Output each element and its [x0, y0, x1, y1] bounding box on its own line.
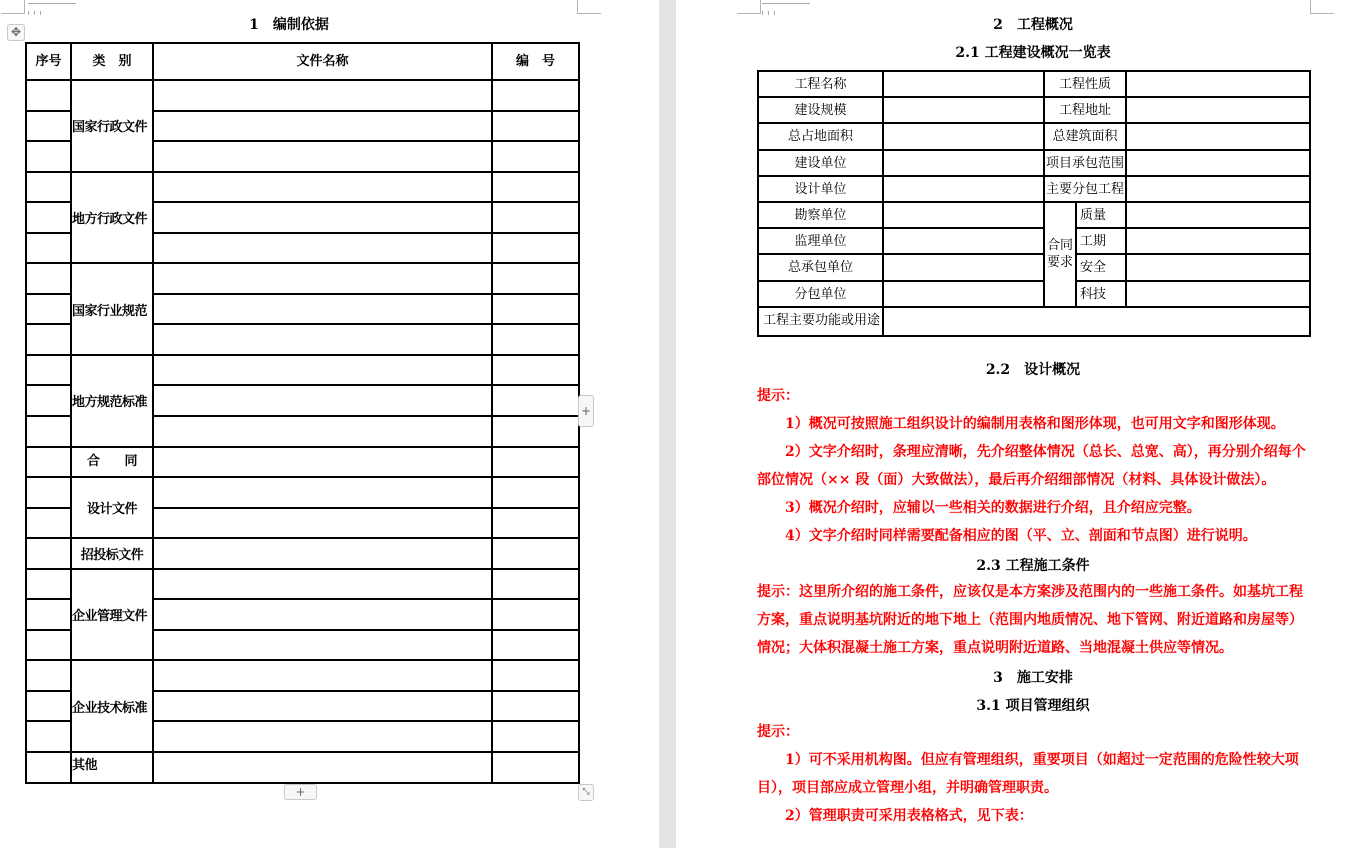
hint-label: 提示： — [757, 388, 799, 404]
file-number-cell[interactable] — [492, 538, 579, 569]
table-row — [26, 660, 579, 691]
value-cell[interactable] — [1126, 254, 1310, 280]
label-cell: 工期 — [1076, 228, 1126, 254]
serial-cell[interactable] — [26, 263, 71, 294]
label-cell: 设计单位 — [758, 176, 883, 202]
serial-cell[interactable] — [26, 416, 71, 447]
section-title-basis: 1 编制依据 — [249, 17, 329, 33]
table-row — [758, 281, 1310, 307]
label-cell: 总建筑面积 — [1044, 123, 1126, 149]
table-row — [26, 447, 579, 478]
file-name-cell[interactable] — [153, 752, 492, 783]
value-cell[interactable] — [883, 150, 1044, 176]
file-number-cell[interactable] — [492, 477, 579, 508]
file-name-cell[interactable] — [153, 538, 492, 569]
value-cell[interactable] — [1126, 97, 1310, 123]
label-cell: 工程性质 — [1044, 71, 1126, 97]
file-number-cell[interactable] — [492, 752, 579, 783]
serial-cell[interactable] — [26, 691, 71, 722]
category-cell: 合 同 — [71, 447, 153, 478]
add-column-button[interactable]: + — [578, 395, 594, 427]
table-row — [758, 228, 1310, 254]
file-number-cell[interactable] — [492, 447, 579, 478]
section-title-construction-arrangement: 3 施工安排 — [993, 670, 1073, 686]
section-title-project-management: 3.1 项目管理组织 — [976, 698, 1090, 714]
section-title-design-overview: 2.2 设计概况 — [985, 362, 1081, 378]
header-mark — [762, 0, 810, 4]
serial-cell[interactable] — [26, 630, 71, 661]
hint-item: 1）概况可按照施工组织设计的编制用表格和图形体现，也可用文字和图形体现。 — [785, 416, 1285, 432]
add-row-button[interactable]: + — [284, 784, 317, 800]
category-cell: 企业技术标准 — [71, 660, 153, 752]
file-number-cell[interactable] — [492, 294, 579, 325]
hint-label: 提示： — [757, 724, 799, 740]
file-number-cell[interactable] — [492, 660, 579, 691]
table-row — [26, 263, 579, 294]
table-header-row — [26, 43, 579, 80]
value-cell[interactable] — [1126, 228, 1310, 254]
serial-cell[interactable] — [26, 660, 71, 691]
file-number-cell[interactable] — [492, 385, 579, 416]
contract-requirements-label: 合同要求 — [1044, 202, 1076, 307]
resize-arrows-icon: ⤡ — [582, 787, 590, 797]
move-arrows-icon: ✥ — [10, 25, 22, 39]
label-cell: 项目承包范围 — [1044, 150, 1126, 176]
label-cell: 建设单位 — [758, 150, 883, 176]
label-cell: 建设规模 — [758, 97, 883, 123]
file-number-cell[interactable] — [492, 416, 579, 447]
section-title-construction-conditions: 2.3 工程施工条件 — [976, 558, 1090, 574]
table-row — [758, 202, 1310, 228]
label-cell: 主要分包工程 — [1044, 176, 1126, 202]
hint-paragraph: 提示：这里所介绍的施工条件，应该仅是本方案涉及范围内的一些施工条件。如基坑工程方案，重点说明基坑附近的地下地上（范围内地质情况、地下管网、附近道路和房屋等）情况；大体积混凝土施工方案，重点说明附近道路、当地混凝土供应等情况。 — [757, 584, 1303, 656]
serial-cell[interactable] — [26, 324, 71, 355]
margin-corner-mark — [1310, 0, 1334, 14]
header-mark — [28, 0, 76, 4]
file-number-cell[interactable] — [492, 324, 579, 355]
file-number-cell[interactable] — [492, 202, 579, 233]
label-cell: 总占地面积 — [758, 123, 883, 149]
margin-corner-mark — [577, 0, 601, 14]
hint-item: 1）可不采用机构图。但应有管理组织，重要项目（如超过一定范围的危险性较大项目），项目部应成立管理小组，并明确管理职责。 — [757, 752, 1299, 796]
file-number-cell[interactable] — [492, 569, 579, 600]
category-cell: 其他 — [71, 752, 153, 783]
label-cell: 工程名称 — [758, 71, 883, 97]
serial-cell[interactable] — [26, 721, 71, 752]
value-cell[interactable] — [1126, 150, 1310, 176]
project-overview-table — [757, 70, 1311, 337]
table-resize-handle[interactable] — [578, 784, 594, 801]
value-cell[interactable] — [883, 254, 1044, 280]
file-name-cell[interactable] — [153, 447, 492, 478]
serial-cell[interactable] — [26, 508, 71, 539]
file-name-cell[interactable] — [153, 233, 492, 264]
serial-cell[interactable] — [26, 599, 71, 630]
value-cell[interactable] — [883, 97, 1044, 123]
serial-cell[interactable] — [26, 569, 71, 600]
category-cell: 地方行政文件 — [71, 172, 153, 264]
value-cell[interactable] — [883, 202, 1044, 228]
file-number-cell[interactable] — [492, 141, 579, 172]
document-page-left — [0, 0, 659, 848]
section-title-overview-table: 2.1 工程建设概况一览表 — [955, 45, 1111, 61]
value-cell[interactable] — [1126, 123, 1310, 149]
column-header: 编 号 — [492, 43, 579, 80]
label-cell: 工程主要功能或用途 — [758, 307, 883, 336]
label-cell: 勘察单位 — [758, 202, 883, 228]
value-cell[interactable] — [883, 281, 1044, 307]
table-row — [758, 150, 1310, 176]
value-cell[interactable] — [1126, 202, 1310, 228]
serial-cell[interactable] — [26, 202, 71, 233]
value-cell[interactable] — [883, 307, 1310, 336]
table-row — [758, 254, 1310, 280]
file-name-cell[interactable] — [153, 202, 492, 233]
table-row — [26, 752, 579, 783]
hint-item: 2）文字介绍时，条理应清晰，先介绍整体情况（总长、总宽、高），再分别介绍每个部位情况（×× 段（面）大致做法），最后再介绍细部情况（材料、具体设计做法）。 — [757, 444, 1306, 488]
category-cell: 企业管理文件 — [71, 569, 153, 661]
file-name-cell[interactable] — [153, 80, 492, 111]
file-number-cell[interactable] — [492, 721, 579, 752]
label-cell: 安全 — [1076, 254, 1126, 280]
file-name-cell[interactable] — [153, 416, 492, 447]
file-name-cell[interactable] — [153, 172, 492, 203]
table-row — [758, 71, 1310, 97]
table-row — [26, 538, 579, 569]
file-name-cell[interactable] — [153, 355, 492, 386]
margin-corner-mark — [1, 0, 25, 14]
file-name-cell[interactable] — [153, 569, 492, 600]
table-row — [758, 307, 1310, 336]
file-name-cell[interactable] — [153, 508, 492, 539]
table-row — [26, 477, 579, 508]
compilation-basis-table — [25, 42, 580, 784]
file-name-cell[interactable] — [153, 111, 492, 142]
serial-cell[interactable] — [26, 355, 71, 386]
table-move-handle[interactable] — [7, 24, 25, 41]
serial-cell[interactable] — [26, 477, 71, 508]
category-cell: 地方规范标准 — [71, 355, 153, 447]
page-separator — [659, 0, 676, 848]
serial-cell[interactable] — [26, 538, 71, 569]
file-name-cell[interactable] — [153, 263, 492, 294]
label-cell: 科技 — [1076, 281, 1126, 307]
serial-cell[interactable] — [26, 111, 71, 142]
file-name-cell[interactable] — [153, 630, 492, 661]
file-number-cell[interactable] — [492, 599, 579, 630]
file-number-cell[interactable] — [492, 111, 579, 142]
serial-cell[interactable] — [26, 80, 71, 111]
file-name-cell[interactable] — [153, 294, 492, 325]
file-name-cell[interactable] — [153, 385, 492, 416]
serial-cell[interactable] — [26, 141, 71, 172]
label-cell: 监理单位 — [758, 228, 883, 254]
column-header: 类 别 — [71, 43, 153, 80]
serial-cell[interactable] — [26, 294, 71, 325]
file-name-cell[interactable] — [153, 141, 492, 172]
label-cell: 工程地址 — [1044, 97, 1126, 123]
label-cell: 质量 — [1076, 202, 1126, 228]
file-number-cell[interactable] — [492, 508, 579, 539]
table-row — [26, 172, 579, 203]
file-name-cell[interactable] — [153, 691, 492, 722]
serial-cell[interactable] — [26, 172, 71, 203]
value-cell[interactable] — [883, 71, 1044, 97]
label-cell: 分包单位 — [758, 281, 883, 307]
value-cell[interactable] — [883, 176, 1044, 202]
file-name-cell[interactable] — [153, 477, 492, 508]
category-cell: 招投标文件 — [71, 538, 153, 569]
hint-item: 2）管理职责可采用表格格式，见下表： — [785, 808, 1033, 824]
file-number-cell[interactable] — [492, 263, 579, 294]
category-cell: 设计文件 — [71, 477, 153, 538]
file-name-cell[interactable] — [153, 599, 492, 630]
column-header: 文件名称 — [153, 43, 492, 80]
file-number-cell[interactable] — [492, 172, 579, 203]
value-cell[interactable] — [1126, 176, 1310, 202]
margin-corner-mark — [737, 0, 761, 14]
file-name-cell[interactable] — [153, 660, 492, 691]
table-row — [758, 123, 1310, 149]
file-name-cell[interactable] — [153, 324, 492, 355]
file-number-cell[interactable] — [492, 80, 579, 111]
table-row — [26, 355, 579, 386]
serial-cell[interactable] — [26, 752, 71, 783]
value-cell[interactable] — [883, 123, 1044, 149]
serial-cell[interactable] — [26, 447, 71, 478]
column-header: 序号 — [26, 43, 71, 80]
file-number-cell[interactable] — [492, 691, 579, 722]
file-number-cell[interactable] — [492, 630, 579, 661]
file-number-cell[interactable] — [492, 233, 579, 264]
category-cell: 国家行业规范 — [71, 263, 153, 355]
table-row — [26, 80, 579, 111]
serial-cell[interactable] — [26, 385, 71, 416]
file-name-cell[interactable] — [153, 721, 492, 752]
hint-item: 4）文字介绍时同样需要配备相应的图（平、立、剖面和节点图）进行说明。 — [785, 528, 1257, 544]
file-number-cell[interactable] — [492, 355, 579, 386]
table-row — [26, 569, 579, 600]
table-row — [758, 97, 1310, 123]
value-cell[interactable] — [1126, 71, 1310, 97]
table-row — [758, 176, 1310, 202]
hint-item: 3）概况介绍时，应辅以一些相关的数据进行介绍，且介绍应完整。 — [785, 500, 1201, 516]
category-cell: 国家行政文件 — [71, 80, 153, 172]
serial-cell[interactable] — [26, 233, 71, 264]
value-cell[interactable] — [883, 228, 1044, 254]
label-cell: 总承包单位 — [758, 254, 883, 280]
value-cell[interactable] — [1126, 281, 1310, 307]
section-title-overview: 2 工程概况 — [993, 17, 1073, 33]
